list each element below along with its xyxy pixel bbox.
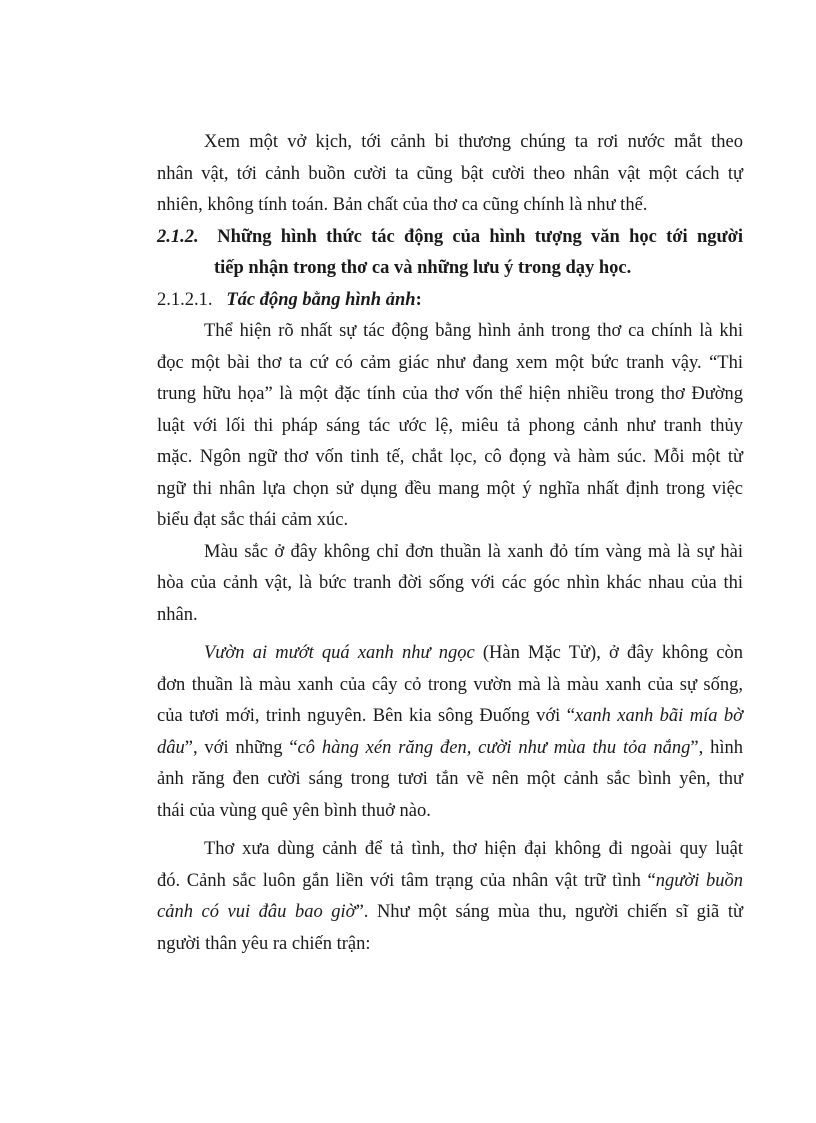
text-line (157, 733, 743, 765)
text-line: Xem một vở kịch, tới cảnh bi thương chúng ta rơi nước mắt theo (204, 132, 743, 152)
text-line (157, 897, 743, 929)
text-line: ngữ thi nhân lựa chọn sử dụng đều mang một ý nghĩa nhất định trong việc (157, 478, 743, 499)
text-line: đơn thuần là màu xanh của cây cỏ trong vườn mà là màu xanh của sự sống, (157, 674, 743, 695)
section-title: Những hình thức tác động của hình tượng văn học tới người (217, 226, 744, 247)
text-line: Màu sắc ở đây không chỉ đơn thuần là xanh đỏ tím vàng mà là sự hài (204, 541, 743, 562)
spacer (157, 827, 743, 834)
text-line: nhân. (157, 604, 198, 625)
poem-quote: người buồn (655, 870, 743, 891)
text-line: ảnh răng đen cười sáng trong tươi tắn vẽ nên một cảnh sắc bình yên, thư (157, 769, 743, 789)
poem-quote: cảnh có vui đâu bao giờ (157, 902, 356, 922)
section-number: 2.1.2. (157, 226, 199, 247)
section-colon: : (415, 289, 422, 310)
paragraph-color (157, 537, 743, 632)
text-line: biểu đạt sắc thái cảm xúc. (157, 510, 349, 530)
page-content (157, 127, 743, 960)
heading-line (157, 285, 743, 317)
paragraph-image-effect (157, 316, 743, 537)
spacer (157, 631, 743, 638)
text-line (157, 638, 743, 670)
paragraph-landscape-mood (157, 834, 743, 960)
text-run: (Hàn Mặc Tử), ở đây không còn (474, 643, 743, 663)
text-line: người thân yêu ra chiến trận: (157, 933, 371, 954)
section-title: Tác động bằng hình ảnh (226, 289, 416, 310)
section-heading-2-1-2-1 (157, 285, 743, 317)
text-line: thái của vùng quê yên bình thuở nào. (157, 800, 431, 821)
text-line: mặc. Ngôn ngữ thơ vốn tinh tế, chắt lọc, cô đọng và hàm súc. Mỗi một từ (157, 447, 743, 467)
text-line: Thể hiện rõ nhất sự tác động bằng hình ảnh trong thơ ca chính là khi (204, 321, 743, 341)
text-line (157, 866, 743, 898)
heading-line (157, 222, 743, 254)
text-line: nhân vật, tới cảnh buồn cười ta cũng bật cười theo nhân vật một cách tự (157, 163, 743, 184)
text-run: của tươi mới, trinh nguyên. Bên kia sông Đuống với “ (157, 706, 575, 726)
text-line: đọc một bài thơ ta cứ có cảm giác như đang xem một bức tranh vậy. “Thi (157, 352, 743, 373)
text-line: nhiên, không tính toán. Bản chất của thơ ca cũng chính là như thế. (157, 195, 648, 215)
poem-quote: dâu (157, 737, 185, 758)
text-line: trung hữu họa” là một đặc tính của thơ vốn thể hiện nhiều trong thơ Đường (157, 384, 743, 404)
section-number: 2.1.2.1. (157, 289, 213, 310)
text-line: Thơ xưa dùng cảnh để tả tình, thơ hiện đại không đi ngoài quy luật (204, 839, 743, 859)
text-line: hòa của cảnh vật, là bức tranh đời sống với các góc nhìn khác nhau của thi (157, 573, 743, 593)
poem-quote: xanh xanh bãi mía bờ (574, 706, 743, 726)
text-run: đó. Cảnh sắc luôn gắn liền với tâm trạng của nhân vật trữ tình “ (157, 870, 656, 891)
poem-quote: cô hàng xén răng đen, cười như mùa thu tỏa nắng (297, 737, 691, 758)
text-run: ”, với những “ (184, 737, 298, 758)
text-run: ”. Như một sáng mùa thu, người chiến sĩ giã từ (355, 902, 743, 922)
text-line (157, 701, 743, 733)
paragraph-intro (157, 127, 743, 222)
poem-quote: Vườn ai mướt quá xanh như ngọc (204, 643, 475, 663)
text-run: ”, hình (690, 737, 743, 758)
paragraph-examples (157, 638, 743, 827)
section-heading-2-1-2 (157, 222, 743, 285)
text-line: luật với lối thi pháp sáng tác ước lệ, miêu tả phong cảnh như tranh thủy (157, 415, 743, 436)
heading-line: tiếp nhận trong thơ ca và những lưu ý trong dạy học. (214, 258, 632, 278)
